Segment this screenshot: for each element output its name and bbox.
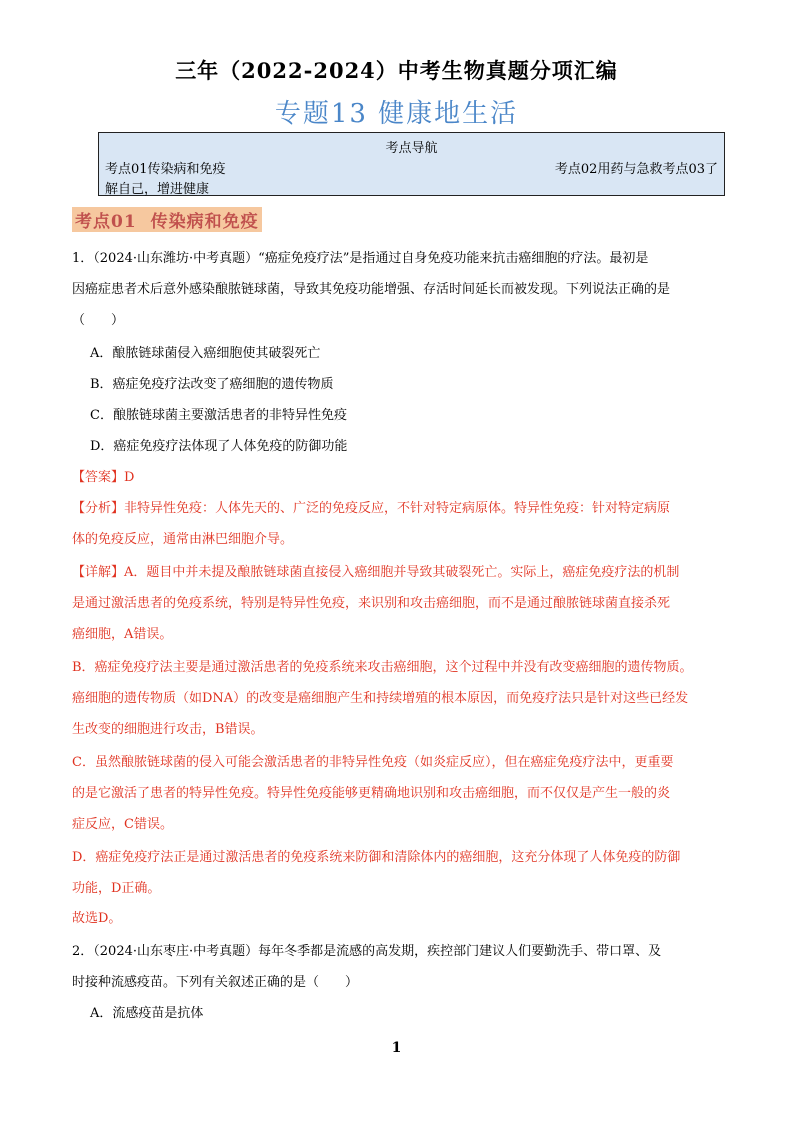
section-label: 考点01 <box>75 212 137 232</box>
answer-line: 【答案】D <box>72 470 135 485</box>
page-number: 1 <box>391 1040 402 1056</box>
detail-line: 癌细胞，A错误。 <box>72 627 173 642</box>
detail-line: 症反应，C错误。 <box>72 817 173 832</box>
question-2-stem-line: 时接种流感疫苗。下列有关叙述正确的是（ ） <box>72 975 359 990</box>
question-1-stem-line: 1．（2024·山东潍坊·中考真题）“癌症免疫疗法”是指通过自身免疫功能来抗击癌细胞的疗法。最初是 <box>72 251 649 266</box>
detail-line: 癌细胞的遗传物质（如DNA）的改变是癌细胞产生和持续增殖的根本原因，而免疫疗法只是针对这些已经发 <box>72 691 689 706</box>
conclusion-line: 故选D。 <box>72 911 122 926</box>
question-2-option-a: A．流感疫苗是抗体 <box>90 1006 204 1021</box>
question-1-option-a: A．酿脓链球菌侵入癌细胞使其破裂死亡 <box>90 346 321 361</box>
detail-line: 【详解】A．题目中并未提及酿脓链球菌直接侵入癌细胞并导致其破裂死亡。实际上，癌症免疫疗法的机制 <box>72 565 680 580</box>
section-title: 传染病和免疫 <box>150 212 259 232</box>
detail-line: 的是它激活了患者的特异性免疫。特异性免疫能够更精确地识别和攻击癌细胞，而不仅仅是产生一般的炎 <box>72 786 671 801</box>
analysis-line: 【分析】非特异性免疫：人体先天的、广泛的免疫反应，不针对特定病原体。特异性免疫：针对特定病原 <box>72 501 671 516</box>
document-title: 三年（2022-2024）中考生物真题分项汇编 <box>175 58 618 83</box>
nav-title: 考点导航 <box>385 141 438 156</box>
topic-navigation-box <box>98 132 725 196</box>
detail-line: C．虽然酿脓链球菌的侵入可能会激活患者的非特异性免疫（如炎症反应），但在癌症免疫疗法中，更重要 <box>72 755 674 770</box>
detail-line: D．癌症免疫疗法正是通过激活患者的免疫系统来防御和清除体内的癌细胞，这充分体现了人体免疫的防御 <box>72 850 681 865</box>
nav-item-topic-02[interactable]: 考点02用药与急救考点03了 <box>554 162 718 177</box>
nav-item-topic-01[interactable]: 考点01传染病和免疫 <box>105 162 226 177</box>
question-1-option-d: D．癌症免疫疗法体现了人体免疫的防御功能 <box>90 439 348 454</box>
question-1-option-c: C．酿脓链球菌主要激活患者的非特异性免疫 <box>90 408 347 423</box>
analysis-line: 体的免疫反应，通常由淋巴细胞介导。 <box>72 532 294 547</box>
question-1-stem-line: （ ） <box>72 313 125 328</box>
topic-subtitle: 专题13 健康地生活 <box>274 99 519 129</box>
question-1-stem-line: 因癌症患者术后意外感染酿脓链球菌，导致其免疫功能增强、存活时间延长而被发现。下列说法正确的是 <box>72 282 671 297</box>
detail-line: 是通过激活患者的免疫系统，特别是特异性免疫，来识别和攻击癌细胞，而不是通过酿脓链球菌直接杀死 <box>72 596 671 611</box>
detail-line: 功能，D正确。 <box>72 881 161 896</box>
detail-line: 生改变的细胞进行攻击，B错误。 <box>72 722 264 737</box>
nav-item-topic-03[interactable]: 解自己，增进健康 <box>105 182 210 197</box>
question-1-option-b: B．癌症免疫疗法改变了癌细胞的遗传物质 <box>90 377 334 392</box>
section-heading <box>72 207 262 232</box>
question-2-stem-line: 2．（2024·山东枣庄·中考真题）每年冬季都是流感的高发期，疾控部门建议人们要勤洗手、带口罩、及 <box>72 944 662 959</box>
detail-line: B．癌症免疫疗法主要是通过激活患者的免疫系统来攻击癌细胞，这个过程中并没有改变癌细胞的遗传物质。 <box>72 660 693 675</box>
